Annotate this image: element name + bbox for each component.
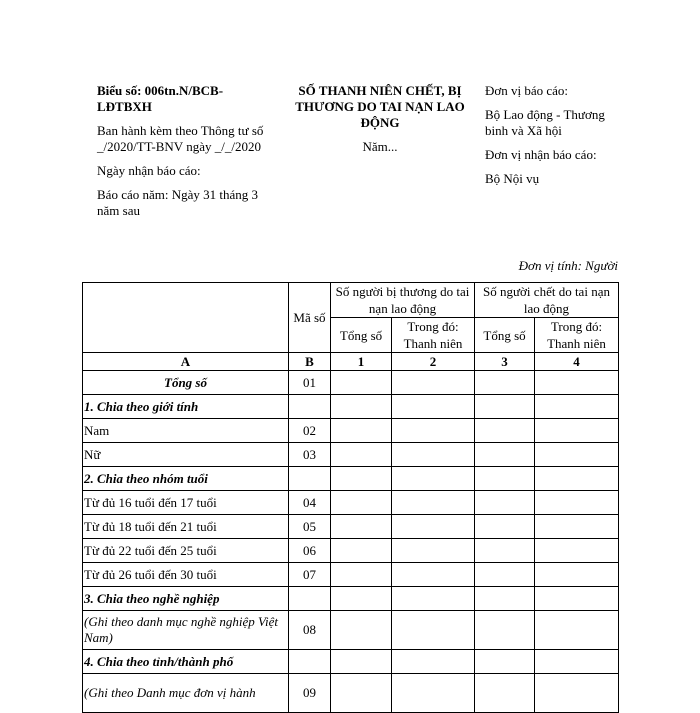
table-row [83, 563, 619, 587]
row-label: Nữ [83, 443, 289, 467]
row-code: 08 [289, 611, 331, 650]
value-cell[interactable] [392, 371, 475, 395]
value-cell[interactable] [331, 467, 392, 491]
value-cell[interactable] [331, 371, 392, 395]
value-cell[interactable] [475, 443, 535, 467]
value-cell[interactable] [475, 650, 535, 674]
report-table [82, 282, 619, 713]
value-cell[interactable] [475, 515, 535, 539]
header-dead-youth: Trong đó: Thanh niên [535, 318, 619, 353]
table-row [83, 515, 619, 539]
row-label: (Ghi theo danh mục nghề nghiệp Việt Nam) [83, 611, 289, 650]
value-cell[interactable] [331, 491, 392, 515]
value-cell[interactable] [535, 491, 619, 515]
value-cell[interactable] [331, 395, 392, 419]
value-cell[interactable] [392, 650, 475, 674]
table-row [83, 371, 619, 395]
report-year: Báo cáo năm: Ngày 31 tháng 3 năm sau [97, 187, 259, 218]
reporting-unit-label: Đơn vị báo cáo: [485, 83, 569, 98]
header-code: Mã số [289, 283, 331, 353]
value-cell[interactable] [475, 419, 535, 443]
value-cell[interactable] [475, 563, 535, 587]
value-cell[interactable] [392, 539, 475, 563]
value-cell[interactable] [392, 587, 475, 611]
value-cell[interactable] [535, 611, 619, 650]
value-cell[interactable] [475, 371, 535, 395]
form-code: Biểu số: 006tn.N/BCB-LĐTBXH [97, 83, 224, 114]
value-cell[interactable] [331, 674, 392, 713]
value-cell[interactable] [392, 563, 475, 587]
row-label: 4. Chia theo tỉnh/thành phố [83, 650, 289, 674]
report-year-placeholder: Năm... [362, 139, 398, 154]
row-code: 05 [289, 515, 331, 539]
header-injured-youth: Trong đó: Thanh niên [392, 318, 475, 353]
row-code [289, 587, 331, 611]
header-dead: Số người chết do tai nạn lao động [475, 283, 619, 318]
value-cell[interactable] [475, 491, 535, 515]
row-code: 09 [289, 674, 331, 713]
value-cell[interactable] [331, 650, 392, 674]
value-cell[interactable] [475, 611, 535, 650]
value-cell[interactable] [535, 674, 619, 713]
value-cell[interactable] [331, 515, 392, 539]
value-cell[interactable] [392, 611, 475, 650]
table-row [83, 467, 619, 491]
value-cell[interactable] [331, 611, 392, 650]
value-cell[interactable] [331, 443, 392, 467]
reporting-unit: Bộ Lao động - Thương binh và Xã hội [485, 107, 605, 138]
table-row [83, 650, 619, 674]
value-cell[interactable] [535, 395, 619, 419]
row-label: 2. Chia theo nhóm tuổi [83, 467, 289, 491]
header-injured-total: Tổng số [331, 318, 392, 353]
value-cell[interactable] [535, 467, 619, 491]
table-row [83, 539, 619, 563]
value-cell[interactable] [475, 539, 535, 563]
value-cell[interactable] [392, 419, 475, 443]
table-row [83, 419, 619, 443]
value-cell[interactable] [475, 467, 535, 491]
table-row [83, 443, 619, 467]
value-cell[interactable] [392, 443, 475, 467]
row-code [289, 467, 331, 491]
letter-row [83, 353, 619, 371]
row-code: 01 [289, 371, 331, 395]
value-cell[interactable] [392, 515, 475, 539]
header-left [97, 83, 267, 219]
row-code [289, 650, 331, 674]
letter-2: 2 [392, 353, 475, 371]
table-row [83, 587, 619, 611]
row-label: 3. Chia theo nghề nghiệp [83, 587, 289, 611]
value-cell[interactable] [331, 563, 392, 587]
row-code: 06 [289, 539, 331, 563]
issued-by: Ban hành kèm theo Thông tư số _/2020/TT-BNV ngày _/_/2020 [97, 123, 264, 154]
row-label: 1. Chia theo giới tính [83, 395, 289, 419]
header-injured: Số người bị thương do tai nạn lao động [331, 283, 475, 318]
table-row [83, 674, 619, 713]
receiving-unit: Bộ Nội vụ [485, 171, 540, 186]
value-cell[interactable] [535, 443, 619, 467]
page-title: SỐ THANH NIÊN CHẾT, BỊ THƯƠNG DO TAI NẠN LAO ĐỘNG [295, 83, 465, 130]
row-label: Từ đủ 22 tuổi đến 25 tuổi [83, 539, 289, 563]
value-cell[interactable] [331, 419, 392, 443]
value-cell[interactable] [535, 419, 619, 443]
value-cell[interactable] [535, 515, 619, 539]
receipt-date-label: Ngày nhận báo cáo: [97, 163, 201, 178]
letter-3: 3 [475, 353, 535, 371]
letter-a: A [83, 353, 289, 371]
row-code: 03 [289, 443, 331, 467]
value-cell[interactable] [535, 587, 619, 611]
header-dead-total: Tổng số [475, 318, 535, 353]
value-cell[interactable] [331, 539, 392, 563]
letter-4: 4 [535, 353, 619, 371]
table-row [83, 395, 619, 419]
row-label: Từ đủ 16 tuổi đến 17 tuổi [83, 491, 289, 515]
table-row [83, 491, 619, 515]
value-cell[interactable] [535, 650, 619, 674]
value-cell[interactable] [475, 674, 535, 713]
row-label: Từ đủ 26 tuổi đến 30 tuổi [83, 563, 289, 587]
row-code [289, 395, 331, 419]
receiving-unit-label: Đơn vị nhận báo cáo: [485, 147, 597, 162]
header-blank [83, 283, 289, 353]
value-cell[interactable] [475, 587, 535, 611]
value-cell[interactable] [392, 467, 475, 491]
row-label: Từ đủ 18 tuổi đến 21 tuổi [83, 515, 289, 539]
letter-b: B [289, 353, 331, 371]
row-code: 07 [289, 563, 331, 587]
table-row [83, 611, 619, 650]
value-cell[interactable] [331, 587, 392, 611]
value-cell[interactable] [392, 491, 475, 515]
value-cell[interactable] [392, 674, 475, 713]
value-cell[interactable] [392, 395, 475, 419]
unit-note: Đơn vị tính: Người [518, 258, 618, 273]
row-label: Nam [83, 419, 289, 443]
value-cell[interactable] [475, 395, 535, 419]
row-label: (Ghi theo Danh mục đơn vị hành [83, 674, 289, 713]
row-code: 02 [289, 419, 331, 443]
value-cell[interactable] [535, 371, 619, 395]
value-cell[interactable] [535, 563, 619, 587]
row-label: Tổng số [83, 371, 289, 395]
letter-1: 1 [331, 353, 392, 371]
row-code: 04 [289, 491, 331, 515]
value-cell[interactable] [535, 539, 619, 563]
header-right [485, 83, 610, 187]
header-center [285, 83, 475, 155]
